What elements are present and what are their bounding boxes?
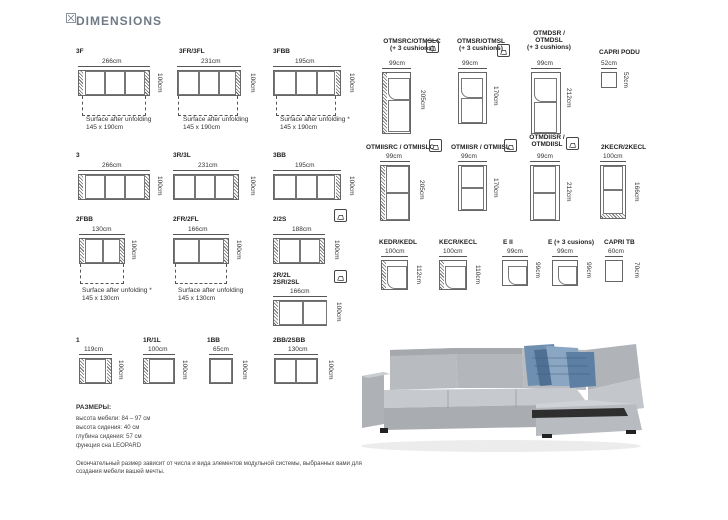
width-3fbb: 195cm bbox=[295, 58, 315, 65]
width-capri-podu: 52cm bbox=[601, 60, 617, 67]
width-otmdsr: 99cm bbox=[537, 60, 553, 67]
dim-line bbox=[381, 256, 408, 257]
label-1r: 1R/1L bbox=[143, 337, 161, 344]
label-3fr: 3FR/3FL bbox=[179, 48, 205, 55]
label-otmiisr: OTMIISR / OTMIISL bbox=[451, 144, 510, 151]
armrest bbox=[381, 260, 386, 290]
dim-line bbox=[273, 170, 341, 171]
width-3f: 266cm bbox=[102, 58, 122, 65]
label-otmiisrc: OTMIISRC / OTMIISLC bbox=[366, 144, 435, 151]
depth-capri-tb: 70cm bbox=[633, 262, 640, 278]
recliner-icon bbox=[429, 139, 442, 152]
depth-3r: 100cm bbox=[249, 176, 256, 196]
depth-capri-podu: 52cm bbox=[622, 72, 629, 88]
sofa-3f bbox=[78, 70, 150, 96]
label-3bb: 3BB bbox=[273, 152, 287, 159]
width-1: 119cm bbox=[84, 346, 104, 353]
sofa-e bbox=[552, 260, 578, 286]
armrest bbox=[143, 358, 148, 384]
depth-1bb: 100cm bbox=[241, 360, 248, 380]
label-e2: E II bbox=[503, 239, 513, 246]
width-2fbb: 130cm bbox=[92, 226, 112, 233]
label-otmsrc: OTMSRC/OTMSLC (+ 3 cushions) bbox=[383, 38, 441, 52]
depth-2fbb: 100cm bbox=[130, 240, 137, 260]
depth-otmsrc: 205cm bbox=[419, 90, 426, 110]
recliner-icon bbox=[334, 209, 347, 222]
label-otmdiisr: OTMDIISR / OTMDIISL bbox=[529, 134, 565, 148]
width-otmdiisr: 99cm bbox=[537, 153, 553, 160]
width-2s: 188cm bbox=[292, 226, 312, 233]
depth-kedr: 112cm bbox=[415, 265, 422, 285]
depth-otmdsr: 212cm bbox=[565, 88, 572, 108]
dim-line bbox=[78, 170, 150, 171]
armrest bbox=[78, 70, 83, 96]
label-3fbb: 3FBB bbox=[273, 48, 290, 55]
width-otmiisr: 99cm bbox=[461, 153, 477, 160]
spec-line: глубина сидения: 57 см bbox=[76, 434, 142, 440]
label-3r: 3R/3L bbox=[173, 152, 191, 159]
label-otmsr: OTMSR/OTMSL (+ 3 cushions) bbox=[456, 38, 506, 52]
sofa-2bb bbox=[274, 358, 318, 384]
width-otmsrc: 99cm bbox=[389, 60, 405, 67]
dimensions-icon bbox=[66, 13, 76, 23]
spec-line: функция сна LEOPARD bbox=[76, 443, 142, 449]
sofa-3fbb bbox=[273, 70, 341, 96]
dim-line bbox=[552, 256, 578, 257]
dim-line bbox=[273, 296, 327, 297]
armrest bbox=[336, 174, 341, 200]
label-kecr: KECR/KECL bbox=[439, 239, 477, 246]
dim-line bbox=[601, 68, 617, 69]
recliner-icon bbox=[504, 139, 517, 152]
armrest bbox=[273, 238, 278, 264]
spec-line: высота сидения: 40 см bbox=[76, 425, 140, 431]
width-e: 99cm bbox=[557, 248, 573, 255]
depth-3bb: 100cm bbox=[348, 176, 355, 196]
note-3f: Surface after unfolding 145 x 190cm bbox=[86, 116, 152, 131]
depth-3fbb: 100cm bbox=[348, 73, 355, 93]
width-2fr: 166cm bbox=[188, 226, 208, 233]
armrest bbox=[79, 358, 84, 384]
dim-line bbox=[173, 234, 229, 235]
label-1bb: 1BB bbox=[207, 337, 221, 344]
unfold-outline bbox=[82, 96, 146, 116]
armrest bbox=[236, 70, 241, 96]
unfold-outline bbox=[175, 264, 227, 284]
dim-line bbox=[600, 161, 626, 162]
label-e: E (+ 3 cusions) bbox=[548, 239, 595, 246]
dim-line bbox=[502, 256, 528, 257]
width-1r: 100cm bbox=[148, 346, 168, 353]
spec-line: высота мебели: 84 – 97 см bbox=[76, 416, 151, 422]
armrest bbox=[336, 70, 341, 96]
page-title: DIMENSIONS bbox=[76, 14, 163, 28]
recliner-icon bbox=[426, 40, 439, 53]
armrest bbox=[600, 214, 626, 219]
armrest bbox=[78, 174, 83, 200]
sofa-2s bbox=[273, 238, 325, 264]
sofa-2fbb bbox=[79, 238, 125, 264]
armrest bbox=[273, 300, 278, 326]
dim-line bbox=[209, 354, 233, 355]
specs-title: РАЗМЕРЫ: bbox=[76, 404, 112, 411]
sofa-2fr bbox=[173, 238, 229, 264]
depth-otmsr: 170cm bbox=[492, 86, 499, 106]
label-1: 1 bbox=[76, 337, 80, 344]
label-2s: 2/2S bbox=[273, 216, 287, 223]
footer-note: Окончательный размер зависит от числа и вида элементов модульной системы, выбранных вами для создания мебели вашей мечты. bbox=[76, 461, 362, 475]
depth-2r: 100cm bbox=[335, 302, 342, 322]
sofa-otmiisr bbox=[458, 165, 487, 211]
label-2fr: 2FR/2FL bbox=[173, 216, 199, 223]
armrest bbox=[120, 238, 125, 264]
dim-line bbox=[143, 354, 175, 355]
armrest bbox=[234, 174, 239, 200]
depth-otmdiisr: 212cm bbox=[565, 182, 572, 202]
width-otmsr: 99cm bbox=[462, 60, 478, 67]
dim-line bbox=[79, 354, 112, 355]
sofa-3 bbox=[78, 174, 150, 200]
dim-line bbox=[530, 161, 560, 162]
unfold-outline bbox=[276, 96, 336, 116]
sofa-2r bbox=[273, 300, 327, 326]
unfold-outline bbox=[178, 96, 238, 116]
armrest bbox=[224, 238, 229, 264]
armrest bbox=[382, 72, 387, 134]
width-otmiisrc: 99cm bbox=[386, 153, 402, 160]
depth-3fr: 100cm bbox=[249, 73, 256, 93]
dim-line bbox=[273, 66, 341, 67]
depth-e: 99cm bbox=[585, 262, 592, 278]
sofa-3r bbox=[173, 174, 239, 200]
label-2kecr: 2KECR/2KECL bbox=[601, 144, 647, 151]
dim-line bbox=[380, 161, 410, 162]
dim-line bbox=[177, 66, 241, 67]
sofa-3bb bbox=[273, 174, 341, 200]
sofa-e2 bbox=[502, 260, 528, 286]
depth-2s: 100cm bbox=[333, 240, 340, 260]
dim-line bbox=[605, 256, 623, 257]
armrest bbox=[145, 174, 150, 200]
label-capri-tb: CAPRI TB bbox=[604, 239, 635, 246]
armrest bbox=[145, 70, 150, 96]
armrest bbox=[380, 165, 385, 221]
sofa-3fr bbox=[177, 70, 241, 96]
table-capri bbox=[605, 260, 623, 282]
dim-line bbox=[439, 256, 467, 257]
recliner-icon bbox=[334, 270, 347, 283]
recliner-icon bbox=[497, 44, 510, 57]
width-e2: 99cm bbox=[507, 248, 523, 255]
width-2r: 166cm bbox=[290, 288, 310, 295]
depth-1r: 100cm bbox=[181, 360, 188, 380]
dim-line bbox=[531, 68, 561, 69]
dim-line bbox=[79, 234, 125, 235]
pouf-capri bbox=[601, 72, 617, 88]
depth-3f: 100cm bbox=[156, 73, 163, 93]
label-otmdsr: OTMDSR / OTMDSL (+ 3 cushions) bbox=[527, 30, 571, 51]
armrest bbox=[79, 238, 84, 264]
sofa-2kecr bbox=[600, 165, 626, 219]
label-2r: 2R/2L 2SR/2SL bbox=[273, 272, 300, 286]
sofa-photo bbox=[356, 338, 646, 454]
depth-2fr: 100cm bbox=[235, 240, 242, 260]
width-3: 266cm bbox=[102, 162, 122, 169]
label-3f: 3F bbox=[76, 48, 84, 55]
depth-otmiisr: 170cm bbox=[492, 178, 499, 198]
note-2fr: Surface after unfolding 145 x 130cm bbox=[178, 287, 244, 302]
sofa-otmsr bbox=[458, 72, 487, 124]
armrest bbox=[320, 238, 325, 264]
depth-kecr: 110cm bbox=[474, 265, 481, 285]
sofa-otmdsr bbox=[531, 72, 561, 134]
width-capri-tb: 60cm bbox=[608, 248, 624, 255]
label-3: 3 bbox=[76, 152, 80, 159]
label-2fbb: 2FBB bbox=[76, 216, 93, 223]
dim-line bbox=[78, 66, 150, 67]
note-3fr: Surface after unfolding 145 x 190cm bbox=[183, 116, 249, 131]
dim-line bbox=[173, 170, 239, 171]
width-3bb: 195cm bbox=[295, 162, 315, 169]
dim-line bbox=[458, 161, 487, 162]
depth-1: 100cm bbox=[117, 360, 124, 380]
width-2bb: 130cm bbox=[288, 346, 308, 353]
dim-line bbox=[274, 354, 318, 355]
unfold-outline bbox=[80, 264, 124, 284]
armrest bbox=[439, 260, 444, 290]
width-3r: 231cm bbox=[198, 162, 218, 169]
note-3fbb: Surface after unfolding * 145 x 190cm bbox=[280, 116, 350, 131]
sofa-otmdiisr bbox=[530, 165, 560, 221]
depth-3: 100cm bbox=[156, 176, 163, 196]
width-kecr: 100cm bbox=[443, 248, 463, 255]
label-kedr: KEDR/KEDL bbox=[379, 239, 417, 246]
width-3fr: 231cm bbox=[201, 58, 221, 65]
width-2kecr: 100cm bbox=[603, 153, 623, 160]
armrest bbox=[107, 358, 112, 384]
sofa-1bb bbox=[209, 358, 233, 384]
depth-2kecr: 166cm bbox=[633, 182, 640, 202]
depth-otmiisrc: 205cm bbox=[418, 180, 425, 200]
depth-2bb: 100cm bbox=[327, 360, 334, 380]
recliner-icon bbox=[566, 137, 579, 150]
label-2bb: 2BB/2SBB bbox=[273, 337, 306, 344]
depth-e2: 99cm bbox=[534, 262, 541, 278]
dim-line bbox=[382, 68, 411, 69]
note-2fbb: Surface after unfolding * 145 x 130cm bbox=[82, 287, 152, 302]
width-kedr: 100cm bbox=[385, 248, 405, 255]
width-1bb: 65cm bbox=[213, 346, 229, 353]
dim-line bbox=[273, 234, 325, 235]
dim-line bbox=[458, 68, 487, 69]
label-capri-podu: CAPRI PODU bbox=[599, 49, 640, 56]
